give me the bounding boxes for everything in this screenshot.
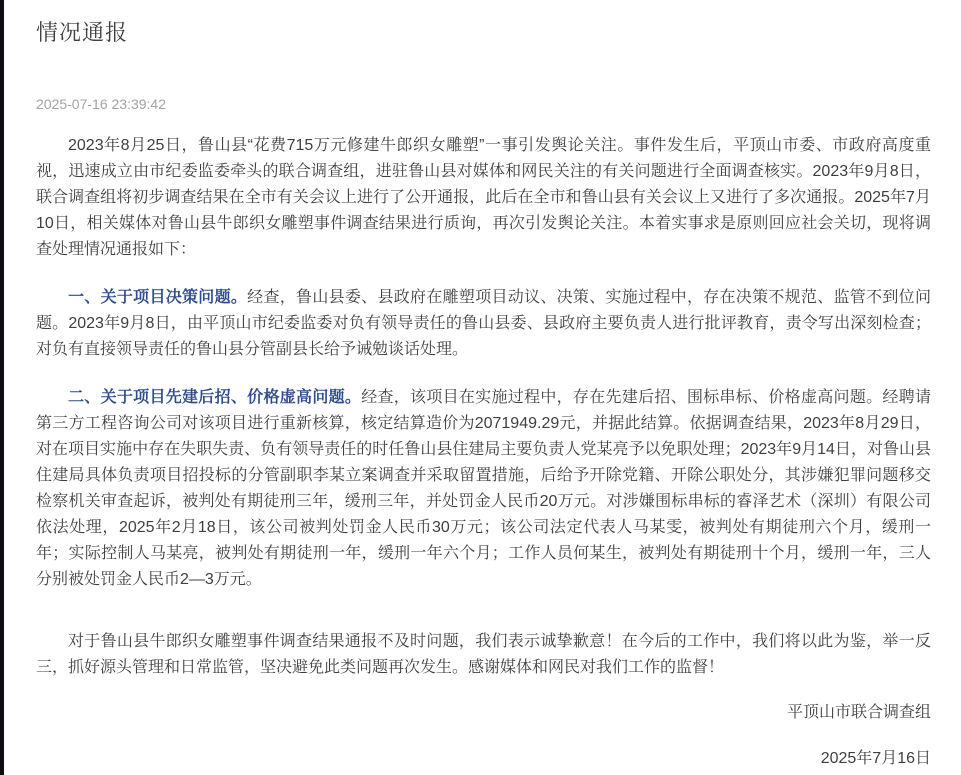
paragraph-text: 对于鲁山县牛郎织女雕塑事件调查结果通报不及时问题，我们表示诚挚歉意！在今后的工作中，我们将以此为鉴，举一反三，抓好源头管理和日常监管，坚决避免此类问题再次发生。感谢媒体和网民对我们工作的监督！	[36, 633, 931, 676]
paragraph-apology	[36, 629, 931, 681]
left-edge-strip	[0, 0, 4, 775]
publish-timestamp: 2025-07-16 23:39:42	[36, 96, 166, 112]
signature-date: 2025年7月16日	[820, 750, 931, 767]
paragraph-intro	[36, 133, 931, 263]
signature-org: 平顶山市联合调查组	[786, 704, 931, 721]
section-2-heading: 二、关于项目先建后招、价格虚高问题。	[68, 389, 362, 406]
paragraph-section-2	[36, 385, 931, 593]
paragraph-text: 2023年8月25日，鲁山县“花费715万元修建牛郎织女雕塑”一事引发舆论关注。事件发生后，平顶山市委、市政府高度重视，迅速成立由市纪委监委牵头的联合调查组，进驻鲁山县对媒体和网民关注的有关问题进行全面调查核实。2023年9月8日，联合调查组将初步调查结果在全市有关会议上进行了公开通报，此后在全市和鲁山县有关会议上又进行了多次通报。2025年7月10日，相关媒体对鲁山县牛郎织女雕塑事件调查结果进行质询，再次引发舆论关注。本着实事求是原则回应社会关切，现将调查处理情况通报如下：	[36, 137, 931, 258]
paragraph-text: 经查，该项目在实施过程中，存在先建后招、围标串标、价格虚高问题。经聘请第三方工程咨询公司对该项目进行重新核算，核定结算造价为2071949.29元，并据此结算。依据调查结果，2023年8月29日，对在项目实施中存在失职失责、负有领导责任的时任鲁山县住建局主要负责人党某亮予以免职处理；2023年9月14日，对鲁山县住建局具体负责项目招投标的分管副职李某立案调查并采取留置措施，后给予开除党籍、开除公职处分，其涉嫌犯罪问题移交检察机关审查起诉，被判处有期徒刑三年，缓刑三年，并处罚金人民币20万元。对涉嫌围标串标的睿泽艺术（深圳）有限公司依法处理，2025年2月18日，该公司被判处罚金人民币30万元；该公司法定代表人马某雯，被判处有期徒刑六个月，缓刑一年；实际控制人马某亮，被判处有期徒刑一年，缓刑一年六个月；工作人员何某生，被判处有期徒刑十个月，缓刑一年，三人分别被处罚金人民币2—3万元。	[36, 389, 931, 588]
section-1-heading: 一、关于项目决策问题。	[68, 289, 248, 306]
signature-block	[36, 700, 931, 772]
article-body	[36, 133, 931, 772]
paragraph-section-1	[36, 285, 931, 363]
page-title: 情况通报	[36, 20, 129, 45]
paragraph-text: 经查，鲁山县委、县政府在雕塑项目动议、决策、实施过程中，存在决策不规范、监管不到位问题。2023年9月8日，由平顶山市纪委监委对负有领导责任的鲁山县委、县政府主要负责人进行批评教育，责令写出深刻检查；对负有直接领导责任的鲁山县分管副县长给予诫勉谈话处理。	[36, 289, 931, 358]
